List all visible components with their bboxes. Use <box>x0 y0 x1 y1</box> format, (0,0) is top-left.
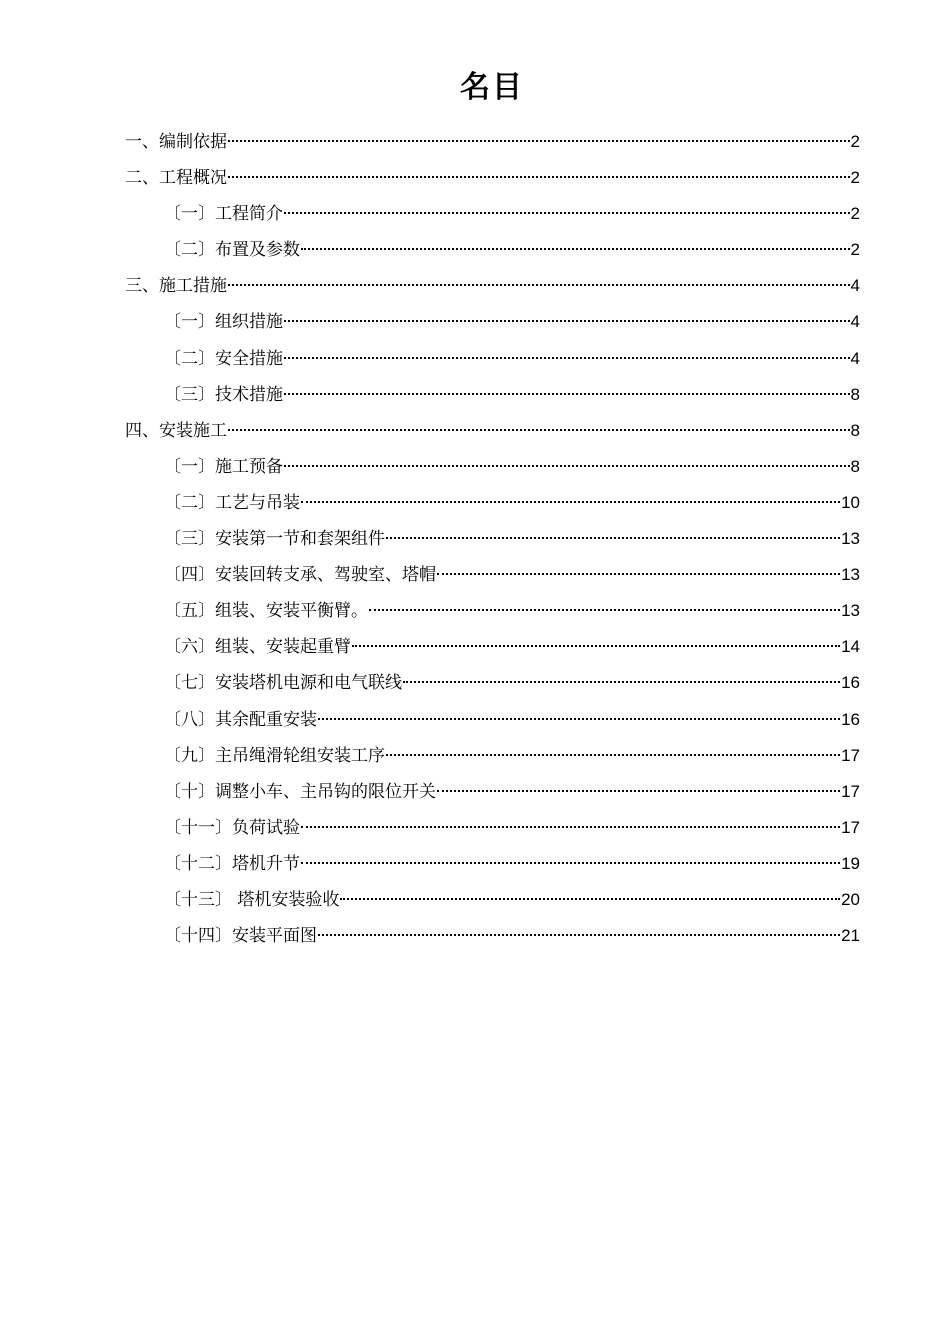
toc-entry-label: 〔四〕安装回转支承、驾驶室、塔帽 <box>164 565 436 586</box>
toc-entry-page-number: 2 <box>850 132 860 151</box>
toc-entry[interactable] <box>125 449 860 485</box>
toc-entry-label: 三、施工措施 <box>125 276 227 297</box>
toc-entry-page-number: 8 <box>850 456 860 476</box>
toc-dot-leader <box>228 429 850 431</box>
toc-dot-leader <box>284 320 850 322</box>
toc-entry-page-number: 2 <box>850 204 860 224</box>
toc-entry-label: 〔七〕安装塔机电源和电气联线 <box>164 673 402 694</box>
toc-entry-label: 〔三〕技术措施 <box>164 384 283 405</box>
toc-entry-page-number: 2 <box>850 168 860 188</box>
toc-entry[interactable] <box>125 304 860 340</box>
toc-entry-label: 〔三〕安装第一节和套架组件 <box>164 529 385 550</box>
toc-dot-leader <box>437 573 840 575</box>
toc-entry[interactable] <box>125 629 860 665</box>
toc-dot-leader <box>318 718 840 720</box>
toc-dot-leader <box>301 826 840 828</box>
toc-dot-leader <box>284 357 850 359</box>
toc-entry-page-number: 8 <box>850 384 860 404</box>
toc-entry-page-number: 2 <box>850 240 860 260</box>
toc-dot-leader <box>301 501 840 503</box>
toc-entry-label: 〔一〕组织措施 <box>164 312 283 333</box>
toc-title: 名目 <box>460 70 524 105</box>
toc-entry-label: 〔十二〕塔机升节 <box>164 853 300 874</box>
toc-dot-leader <box>301 862 840 864</box>
toc-dot-leader <box>318 934 840 936</box>
toc-entry-page-number: 17 <box>841 817 860 837</box>
toc-entry-label: 〔一〕工程简介 <box>164 204 283 225</box>
toc-dot-leader <box>228 284 850 286</box>
toc-entry-label: 二、工程概况 <box>125 168 227 189</box>
toc-entry-page-number: 16 <box>841 673 860 693</box>
toc-entry-page-number: 4 <box>850 276 860 296</box>
toc-entry-label: 〔十一〕负荷试验 <box>164 817 300 838</box>
toc-entry-page-number: 13 <box>841 601 860 621</box>
toc-entry[interactable] <box>125 665 860 701</box>
toc-dot-leader <box>228 140 850 142</box>
toc-dot-leader <box>386 537 840 539</box>
toc-entry-label: 〔八〕其余配重安装 <box>164 709 317 730</box>
toc-entry[interactable] <box>125 377 860 413</box>
toc-dot-leader <box>340 898 840 900</box>
toc-dot-leader <box>352 645 840 647</box>
toc-entry[interactable] <box>125 124 860 160</box>
toc-entry[interactable] <box>125 521 860 557</box>
toc-entry[interactable] <box>125 738 860 774</box>
toc-entry-page-number: 4 <box>850 312 860 332</box>
toc-entry-label: 〔六〕组装、安装起重臂 <box>164 637 351 658</box>
toc-entry-label: 〔十〕调整小车、主吊钩的限位开关 <box>164 781 436 802</box>
toc-entry-page-number: 10 <box>841 492 860 512</box>
toc-dot-leader <box>228 176 850 178</box>
toc-entry-page-number: 4 <box>850 348 860 368</box>
toc-entry-page-number: 8 <box>850 420 860 440</box>
toc-dot-leader <box>437 790 840 792</box>
toc-entry-label: 〔十四〕安装平面图 <box>164 926 317 947</box>
toc-entry[interactable] <box>125 485 860 521</box>
toc-entry-page-number: 20 <box>841 889 860 909</box>
toc-dot-leader <box>386 754 840 756</box>
toc-entry[interactable] <box>125 413 860 449</box>
toc-dot-leader <box>284 465 850 467</box>
toc-entry[interactable] <box>125 196 860 232</box>
toc-entry-page-number: 17 <box>841 745 860 765</box>
toc-entry[interactable] <box>125 918 860 954</box>
toc-entry-label: 〔九〕主吊绳滑轮组安装工序 <box>164 745 385 766</box>
table-of-contents <box>125 124 860 954</box>
toc-entry-page-number: 17 <box>841 781 860 801</box>
toc-dot-leader <box>369 609 840 611</box>
toc-entry-page-number: 14 <box>841 637 860 657</box>
toc-entry[interactable] <box>125 341 860 377</box>
toc-entry-label: 〔二〕安全措施 <box>164 348 283 369</box>
toc-entry-page-number: 16 <box>841 709 860 729</box>
toc-entry-label: 〔二〕布置及参数 <box>164 240 300 261</box>
toc-dot-leader <box>284 212 850 214</box>
toc-entry[interactable] <box>125 160 860 196</box>
toc-dot-leader <box>403 681 840 683</box>
toc-entry-page-number: 19 <box>841 853 860 873</box>
toc-entry-page-number: 13 <box>841 529 860 549</box>
toc-entry[interactable] <box>125 593 860 629</box>
toc-entry-page-number: 21 <box>841 926 860 946</box>
toc-entry[interactable] <box>125 268 860 304</box>
toc-entry-page-number: 13 <box>841 565 860 585</box>
toc-entry[interactable] <box>125 774 860 810</box>
toc-entry-label: 四、安装施工 <box>125 420 227 441</box>
toc-dot-leader <box>284 393 850 395</box>
toc-entry[interactable] <box>125 846 860 882</box>
toc-entry[interactable] <box>125 702 860 738</box>
toc-entry-label: 一、编制依据 <box>125 132 227 152</box>
toc-entry-label: 〔十三〕 塔机安装验收 <box>164 889 340 910</box>
toc-entry[interactable] <box>125 557 860 593</box>
toc-entry-label: 〔五〕组装、安装平衡臂。 <box>164 601 368 622</box>
toc-entry-label: 〔二〕工艺与吊装 <box>164 492 300 513</box>
toc-dot-leader <box>301 248 850 250</box>
toc-entry-label: 〔一〕施工预备 <box>164 456 283 477</box>
toc-entry[interactable] <box>125 810 860 846</box>
toc-entry[interactable] <box>125 232 860 268</box>
toc-entry[interactable] <box>125 882 860 918</box>
